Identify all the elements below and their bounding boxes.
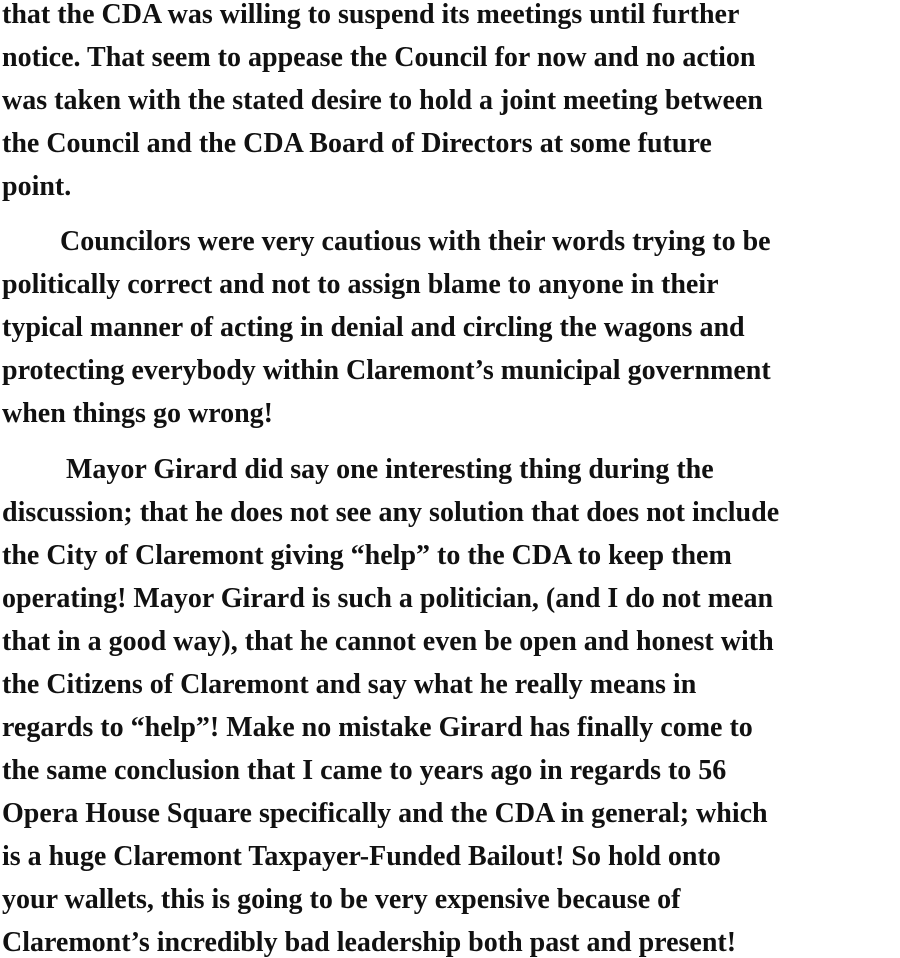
paragraph-line: your wallets, this is going to be very expensive because of xyxy=(2,884,681,915)
paragraph-line: Mayor Girard did say one interesting thing during the xyxy=(66,454,714,485)
paragraph-line: that in a good way), that he cannot even be open and honest with xyxy=(2,626,774,657)
paragraph-line: Opera House Square specifically and the CDA in general; which xyxy=(2,798,768,829)
paragraph-line: discussion; that he does not see any solution that does not include xyxy=(2,497,780,528)
paragraph-2 xyxy=(2,220,900,435)
paragraph-line: Claremont’s incredibly bad leadership both past and present! xyxy=(2,927,737,958)
paragraph-line: regards to “help”! Make no mistake Girard has finally come to xyxy=(2,712,753,743)
paragraph-line: the City of Claremont giving “help” to the CDA to keep them xyxy=(2,540,732,571)
paragraph-line: the Citizens of Claremont and say what he really means in xyxy=(2,669,697,700)
paragraph-line: the same conclusion that I came to years ago in regards to 56 xyxy=(2,755,727,786)
paragraph-line: operating! Mayor Girard is such a politician, (and I do not mean xyxy=(2,583,774,614)
paragraph-1 xyxy=(2,0,900,208)
paragraph-line: typical manner of acting in denial and circling the wagons and xyxy=(2,312,745,343)
paragraph-line: the Council and the CDA Board of Directors at some future xyxy=(2,128,712,159)
paragraph-line: protecting everybody within Claremont’s municipal government xyxy=(2,355,771,386)
paragraph-line: when things go wrong! xyxy=(2,398,273,429)
paragraph-line: Councilors were very cautious with their words trying to be xyxy=(60,226,771,257)
paragraph-line: is a huge Claremont Taxpayer-Funded Bailout! So hold onto xyxy=(2,841,721,872)
paragraph-line: politically correct and not to assign blame to anyone in their xyxy=(2,269,719,300)
paragraph-line: notice. That seem to appease the Council for now and no action xyxy=(2,42,756,73)
paragraph-line: point. xyxy=(2,171,72,202)
paragraph-line: that the CDA was willing to suspend its meetings until further xyxy=(2,0,740,30)
paragraph-line: was taken with the stated desire to hold a joint meeting between xyxy=(2,85,763,116)
paragraph-3 xyxy=(2,448,900,958)
